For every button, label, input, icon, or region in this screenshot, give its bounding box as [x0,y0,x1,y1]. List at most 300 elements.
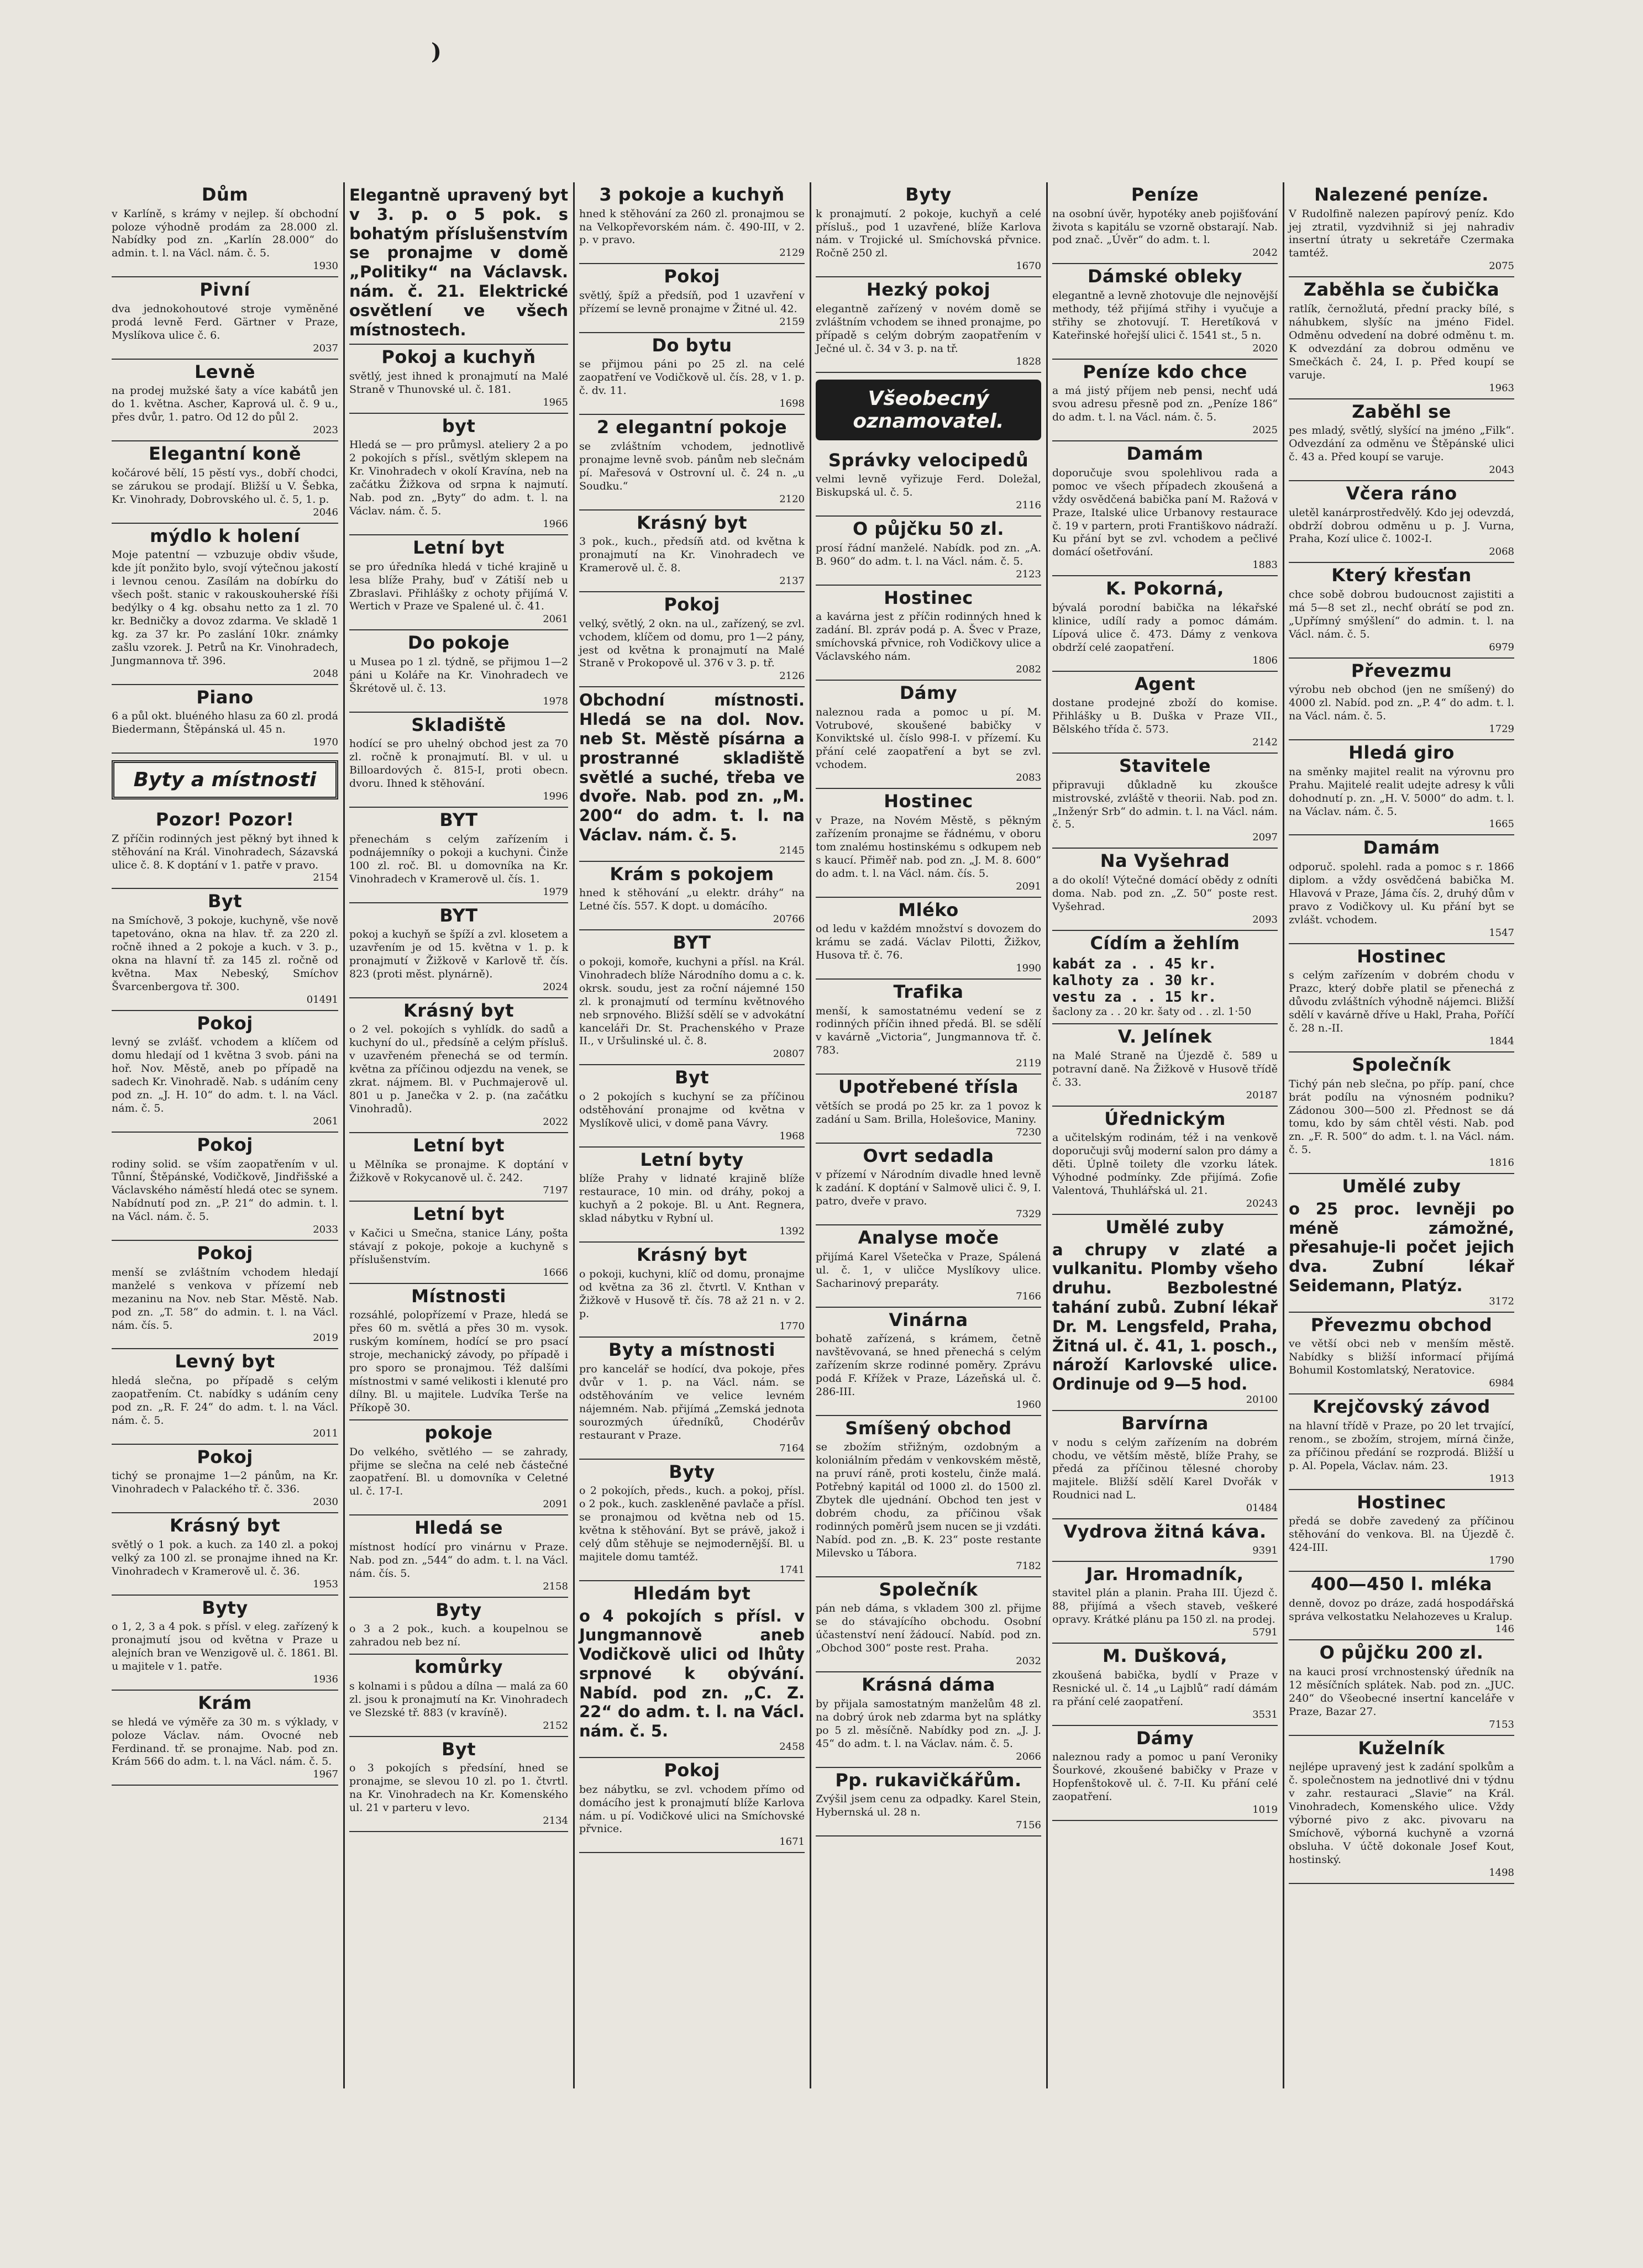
ad-heading: Mléko [898,899,959,920]
ad-text: přenechám s celým zařízením i podnájemníky o pokoji a kuchyni. Činže 100 zl. roč. Bl. u domovníka na Kr. Vinohradech v Kramerově ul. čís. 1. [349,833,568,885]
ad-heading: Správky velocipedů [828,449,1029,471]
ad-number: 7197 [543,1185,568,1197]
classified-ad [1052,1726,1278,1821]
ad-heading: 400—450 l. mléka [1311,1573,1492,1595]
ad-heading: Vydrova žitná káva. [1063,1521,1267,1543]
ad-heading: Smíšený obchod [845,1417,1012,1439]
ad-text: se přijmou páni po 25 zl. na celé zaopatření ve Vodičkově ul. čís. 28, v 1. p. č. dv. 11. [579,358,805,397]
ad-text: s celým zařízením v dobrém chodu v Prazc, který dobře platil se přenechá z důvodu zvláštních výhodně nájemci. Bližší sdělí v kavárně dříve u Hakl, Praha, Poříčí č. 28 n.-II. [1289,969,1514,1035]
ad-number: 2129 [779,247,805,259]
ad-text: připravuji důkladně ku zkoušce mistrovské, zvláště v theorii. Nab. pod zn. „Inženýr Srb“ do admin. t. l. na Václ. nám. č. 5. [1052,778,1278,831]
ad-number: 1930 [313,260,338,272]
classified-ad [112,685,338,754]
ad-heading: Jar. Hromadník, [1086,1563,1244,1585]
ad-heading: Barvírna [1121,1413,1209,1434]
ad-text: Moje patentní — vzbuzuje obdiv všude, kde jít ponžito bylo, svojí výtečnou jakostí i levnou cenou. Zasílám na dobírku do všech pošt. stanic v rakouskouherské říši bedýlky o 4 kg. obsahu netto za 1 zl. 70 kr. Bedničky a dovoz zdarma. Ve skladě 1 kg. za 37 kr. Po zaslání 10kr. známky zašlu vzorek. J. Petrů na Kr. Vinohradech, Jungmannova tř. 396. [112,549,338,667]
ad-number: 2037 [313,342,338,354]
ad-number: 1741 [779,1564,805,1576]
ad-number: 6979 [1489,641,1514,653]
classified-ad [1289,1736,1514,1884]
classified-ad [349,1284,568,1420]
ad-heading: 3 pokoje a kuchyň [599,184,785,205]
classified-ad [1052,1562,1278,1644]
ad-number: 1828 [1016,355,1041,367]
classified-ad [1052,1519,1278,1562]
classified-ad [349,1133,568,1202]
ad-number: 20807 [773,1048,805,1060]
ad-number: 1790 [1489,1554,1514,1566]
ad-heading: O půjčku 50 zl. [852,518,1005,540]
ad-heading: Krejčovský závod [1313,1396,1490,1418]
ad-number: 1844 [1489,1035,1514,1048]
classified-ad [579,862,805,930]
ad-heading: Stavitele [1119,755,1211,777]
ad-extra: šaclony za . . 20 kr. šaty od . . zl. 1·50 [1052,1006,1252,1018]
ad-text: o 1, 2, 3 a 4 pok. s přísl. v eleg. zařízený k pronajmutí jsou od května v Praze u alejních bran ve Wenzigově ul. č. 1861. Bl. u majitele v 1. patře. [112,1620,338,1673]
classified-ad [1052,264,1278,359]
ad-heading: Dům [201,184,249,205]
classified-ad [816,789,1041,897]
classified-ad [349,345,568,413]
ad-text: a učitelským rodinám, též i na venkově doporučuji svůj moderní salon pro dámy a děti. Úplně toilety dle vzorku látek. Výhodné podmínky. Zde přijímá. Zofie Valentová, Thuhlářská ul. 21. [1052,1132,1278,1197]
ad-number: 1936 [313,1674,338,1686]
ad-number: 1953 [313,1578,338,1590]
ad-text: přijímá Karel Všetečka v Praze, Spálená ul. č. 1, v uličce Myslíkovy ulice. Sacharinový preparáty. [816,1250,1041,1290]
ad-heading: Peníze [1131,184,1199,205]
column-3 [576,182,808,2088]
ad-number: 1666 [543,1266,568,1278]
ad-heading: Který křesťan [1331,565,1472,586]
ad-heading: Skladiště [411,714,506,735]
ad-number: 2030 [313,1496,338,1508]
ad-number: 2123 [1016,568,1041,580]
classified-ad [112,1011,338,1133]
ad-heading: Krásná dáma [862,1674,995,1696]
ad-number: 3531 [1252,1708,1278,1720]
classified-ad [1289,399,1514,481]
ad-heading: Do pokoje [407,632,510,654]
ad-heading: M. Dušková, [1102,1645,1228,1667]
ad-heading: Trafika [893,981,964,1002]
ad-text: prosí řádní manželé. Nabídk. pod zn. „A. B. 960“ do adm. t. l. na Václ. nám. č. 5. [816,541,1041,567]
ad-text: blíže Prahy v lidnaté krajině blíže restaurace, 10 min. od dráhy, pokoj a kuchyň a 2 pokoje. Bl. u Ant. Regnera, sklad nábytku v Rybní ul. [579,1172,805,1225]
classified-ad [1289,1174,1514,1313]
ad-text: Elegantně upravený byt v 3. p. o 5 pok. s bohatým příslušenstvím se pronajme v domě „Politiky“ na Václavsk. nám. č. 21. Elektrické osvětlení ve všech místnostech. [349,186,568,339]
ad-number: 2152 [543,1719,568,1732]
classified-ad [579,1460,805,1581]
ad-text: velmi levně vyřizuje Ferd. Doležal, Biskupská ul. č. 5. [816,473,1041,499]
ad-number: 1996 [543,791,568,803]
classified-ad [112,441,338,523]
ad-number: 2145 [779,844,805,856]
ad-text: o pokoji, komoře, kuchyni a přísl. na Král. Vinohradech blíže Národního domu a c. k. okrsk. soudu, jest za roční nájemné 150 zl. k pronajmutí od termínu květnového neb srpnového. Bližší sdělí se v advokátní kanceláři Dr. St. Prachenského v Praze II., v Uršulinské ul. č. 8. [579,955,805,1048]
ad-text: v Praze, na Novém Městě, s pěkným zařízením pronajme se řádnému, v oboru tom znalému hostinskému s odkupem neb s kaucí. Přiměř nab. pod zn. „J. M. 8. 600“ do adm. t. l. na Václ. nám. čís. 5. [816,814,1041,880]
classified-ad [1289,1395,1514,1490]
ad-number: 2066 [1016,1750,1041,1762]
ad-number: 1970 [313,736,338,749]
ad-heading: Pokoj [197,1134,253,1155]
price-line: vestu za . . 15 kr. [1052,989,1217,1006]
column-rule [573,182,575,2088]
ad-number: 1967 [313,1769,338,1781]
classified-ad [579,1338,805,1459]
ad-number: 2023 [313,424,338,436]
classified-ad [349,1202,568,1283]
ad-text: doporučuje svou spolehlivou rada a pomoc ve všech případech zkoušená a vždy osvědčená babička paní M. Ražová v Praze, Italské ulice Urbanovy restaurace č. 19 v partern, proti Františkovo nádraží. Ku přání byt se zvl. vchodem a pečlivé domácí ošetřování. [1052,466,1278,559]
ad-number: 1968 [779,1130,805,1142]
ad-number: 20100 [1246,1394,1278,1406]
classified-ad [349,182,568,345]
price-line: kabát za . . 45 kr. [1052,956,1217,973]
ad-text: naleznou rada a pomoc u pí. M. Votrubové, skoušené babičky v Konviktské ul. číslo 998-I. v přízemí. Ku přání celé zaopatření a byt se zvl. vchodem. [816,706,1041,771]
ad-number: 2011 [313,1427,338,1439]
ad-text: ratlík, černožlutá, přední pracky bílé, s náhubkem, slyšíc na jméno Fidel. Odměnu odvedení na dobré odměnu t. m. K odvezdání za dobrou odměnu ve Smečkách č. 24, I. p. Před koupí se varuje. [1289,302,1514,381]
ad-heading: Pp. rukavičkářům. [835,1769,1022,1791]
ad-text: zkoušená babička, bydlí v Praze v Resnické ul. č. 14 „u Lajblů“ radí dámám ra přání celé zaopatření. [1052,1669,1278,1708]
ad-heading: V. Jelínek [1117,1026,1212,1048]
column-rule [343,182,345,2088]
classified-ad [579,333,805,415]
classified-ad [816,277,1041,372]
ad-text: 6 a půl okt. bluéného hlasu za 60 zl. prodá Biedermann, Štěpánská ul. 45 n. [112,710,338,736]
ad-text: místnost hodící pro vinárnu v Praze. Nab. pod zn. „544“ do adm. t. l. na Václ. nám. čís. 5. [349,1540,568,1580]
classified-ad [112,889,338,1011]
ad-number: 3172 [1489,1295,1514,1307]
classified-ad [816,681,1041,789]
ad-text: chce sobě dobrou budoucnost zajistiti a má 5—8 set zl., nechť obrátí se pod zn. „Upřímný smýšlení“ do admin. t. l. na Václ. nám. č. 5. [1289,588,1514,640]
ad-text: bez nábytku, se zvl. vchodem přímo od domácího jest k pronajmutí blíže Karlova nám. u pí. Vodičkové ulici na Smíchovské přvnice. [579,1783,805,1835]
classified-ad [816,1577,1041,1672]
ad-number: 1913 [1489,1472,1514,1485]
ad-number: 1816 [1489,1157,1514,1169]
ad-number: 2154 [313,872,338,884]
ad-number: 1665 [1489,818,1514,830]
ad-text: u Musea po 1 zl. týdně, se přijmou 1—2 páni u Koláře na Kr. Vinohradech ve Škrétově ul. č. 13. [349,656,568,694]
ad-text: o 2 pokojích s kuchyní se za příčinou odstěhování pronajme od května v Myslíkově ulici, v domě pana Vávry. [579,1090,805,1129]
classified-ad [349,1420,568,1515]
ad-heading: Krásný byt [403,999,515,1021]
ad-text: a chrupy v zlaté a vulkanitu. Plomby všeho druhu. Bezbolestné tahání zubů. Zubní lékař Dr. M. Lengsfeld, Praha, Žitná ul. č. 41, 1. posch., nároží Karlovské ulice. Ordinuje od 9—5 hod. [1052,1240,1278,1394]
price-line: kalhoty za . 30 kr. [1052,972,1217,990]
classified-ad [349,1515,568,1597]
ad-heading: Byty a místnosti [608,1339,775,1361]
classified-ad [579,1758,805,1853]
ad-heading: Levně [195,361,255,382]
classified-ad [112,1445,338,1513]
section-banner: Byty a místnosti [112,760,338,799]
ad-text: na prodej mužské šaty a více kabátů jen do 1. května. Ascher, Kaprová ul. č. 9 u., přes dvůr, 1. patro. Od 12 do půl 2. [112,385,338,424]
ad-heading: Byty [669,1461,715,1482]
ad-number: 1990 [1016,962,1041,974]
classified-ad [816,182,1041,277]
ad-text: bohatě zařízená, s krámem, četně navštěvovaná, se hned přenechá s celým zařízením skrze rodinné poměry. Zprávu podá F. Křížek v Praze, Lázeňská ul. č. 286-III. [816,1333,1041,1398]
ad-heading: Damám [1363,837,1440,859]
ad-number: 2046 [313,506,338,518]
classified-ad [112,1349,338,1444]
classified-ad [816,1672,1041,1767]
ad-heading: Nalezené peníze. [1314,184,1489,205]
ad-text: k pronajmutí. 2 pokoje, kuchyň a celé přísluš., pod 1 uzavřené, blíže Karlova nám. v Trojické ul. Smíchovská přvnice. Ročně 250 zl. [816,207,1041,260]
ad-heading: Zaběhla se čubička [1303,279,1500,301]
ad-heading: Krásný byt [636,1244,748,1266]
classified-ad [1289,1572,1514,1640]
top-mark: ) [431,39,442,65]
ad-heading: O půjčku 200 zl. [1319,1642,1484,1664]
ad-text: na kauci prosí vrchnostenský úředník na 12 měsíčních splátek. Nab. pod zn. „JUC. 240“ do Všeobecné insertní kanceláře v Praze, Bazar 27. [1289,1666,1514,1718]
ad-heading: Včera ráno [1346,482,1457,504]
classified-ad [579,930,805,1065]
classified-ad [816,1308,1041,1416]
ad-text: nejlépe upravený jest k zadání spolkům a č. společnostem na jednotlivé dni v týdnu v zahr. restauraci „Slavie“ na Král. Vinohradech, Komenského ulice. Vždy výborné pivo z akc. pivovaru na Smíchově, výborná kuchyně a vzorná obsluha. V účtě dokonale Josef Kout, hostinský. [1289,1761,1514,1866]
ad-number: 7182 [1016,1560,1041,1572]
ad-heading: Peníze kdo chce [1083,361,1247,382]
classified-ad [816,1768,1041,1836]
ad-number: 2048 [313,667,338,680]
ad-text: dostane prodejné zboží do komise. Přihlášky u B. Duška v Praze VII., Bělského třída č. 573. [1052,697,1278,736]
ad-heading: Do bytu [652,334,732,356]
ad-number: 2093 [1252,913,1278,925]
ad-heading: Pozor! Pozor! [155,809,295,830]
section-banner: Všeobecný oznamovatel. [816,380,1041,440]
ad-text: hodící se pro uhelný obchod jest za 70 zl. ročně k pronajmutí. Bl. v ul. u Billoardových č. 815-I, proti obecn. dvoru. Ihned k stěhování. [349,738,568,790]
classified-ad [1052,931,1278,1025]
ad-heading: Byty [202,1597,248,1618]
ad-heading: Byt [441,1738,476,1760]
ad-heading: byt [442,415,476,436]
ad-text: rodiny solid. se vším zaopatřením v ul. Tůnní, Štěpánské, Vodičkově, Jindřišské a Václavského náměstí hledá otec se synem. Nabídnutí pod zn. „P. 21“ do admin. t. l. na Václ. nám. č. 5. [112,1157,338,1223]
ad-number: 20766 [773,913,805,925]
ad-text: se zvláštním vchodem, jednotlivě pronajme levně svob. pánům neb slečnám pí. Mařesová v Ostrovní ul. č. 24 n. „u Soudku.“ [579,440,805,492]
ad-text: od ledu v každém množství s dovozem do krámu se zadá. Václav Pilotti, Žižkov, Husova tř. č. 76. [816,923,1041,961]
classified-ad [579,687,805,861]
ad-number: 01491 [306,993,338,1006]
column-rule [1046,182,1048,2088]
column-rule [1283,182,1284,2088]
ad-heading: Agent [1135,673,1195,694]
ad-text: a do okolí! Výtečné domácí obědy z odníti doma. Nab. pod zn. „Z. 50“ poste rest. Vyšehrad. [1052,874,1278,913]
classified-ad [1052,1215,1278,1411]
ad-heading: Byty [435,1599,482,1620]
ad-number: 7329 [1016,1208,1041,1220]
column-5 [1049,182,1281,2088]
ad-number: 1547 [1489,927,1514,939]
ad-number: 1671 [779,1836,805,1848]
column-6 [1285,182,1518,2088]
ad-text: o pokoji, kuchyni, klíč od domu, pronajme od května za 36 zl. čtvrtl. V. Knthan v Žižkově v Husově tř. čís. 78 až 21 n. v 2. p. [579,1267,805,1320]
ad-number: 9391 [1252,1544,1278,1556]
ad-number: 146 [1495,1623,1514,1635]
ad-number: 2126 [779,670,805,682]
column-rule [810,182,811,2088]
ad-text: a má jistý příjem neb pensi, nechť udá svou adresu přesně pod zn. „Peníze 186“ do adm. t. l. na Václ. nám. č. 5. [1052,385,1278,424]
ad-heading: Hostinec [884,791,973,812]
ad-heading: Kuželník [1358,1737,1445,1759]
ad-heading: 2 elegantní pokoje [596,417,788,438]
classified-ad [579,511,805,592]
ad-heading: Letní byty [640,1149,744,1170]
ad-text: na osobní úvěr, hypotéky aneb pojišťování života s kapitálu se vzorně obstarají. Nab. pod znač. „Úvěr“ do adm. t. l. [1052,207,1278,246]
ad-text: v přízemí v Národním divadle hned levně k zadání. K doptání v Salmově ulici č. 9, I. patro, dveře v pravo. [816,1169,1041,1208]
ad-number: 1966 [543,518,568,530]
classified-ad [1289,1490,1514,1572]
ad-heading: Pokoj [197,1446,253,1467]
ad-number: 1498 [1489,1866,1514,1878]
classified-ad [816,586,1041,681]
classified-ad [112,807,338,889]
ad-text: Hledá se — pro průmysl. ateliery 2 a po 2 pokojích s přísl., světlým sklepem na Kr. Vinohradech v okolí Kravína, neb na začátku Žižkova od srpna k najmutí. Nab. pod zn. „Byty“ do adm. t. l. na Václav. nám. č. 5. [349,439,568,518]
ad-heading: K. Pokorná, [1106,578,1224,599]
ad-text: na Smíchově, 3 pokoje, kuchyně, vše nově tapetováno, okna na hlav. tř. za 220 zl. ročně ihned a 2 pokoje a kuch. v 3. p., okna na hlavní tř. za 145 zl. ročně od května. Max Nebeský, Smíchov Švarcenbergova tř. 300. [112,914,338,993]
ad-heading: Zaběhl se [1352,401,1451,422]
classified-ad [1052,849,1278,930]
column-2 [346,182,571,2088]
ad-number: 2134 [543,1814,568,1827]
ad-text: se zbožím střižným, ozdobným a koloniálním předám v venkovském městě, na pruví ráně, proti kostelu, činže malá. Potřebný kapitál od 1000 zl. do 1500 zl. Zbytek dle ujednání. Obchod ten jest v dobrém chodu, za příčinou však rodinných poměrů jsem nucen se ji vzdáti. Nabíd. pod zn. „B. K. 23“ poste restante Milevsko u Tábora. [816,1441,1041,1559]
ad-text: světlý o 1 pok. a kuch. za 140 zl. a pokoj velký za 100 zl. se pronajme ihned na Kr. Vinohradech v Kramerově ul. č. 36. [112,1538,338,1577]
ad-text: Do velkého, světlého — se zahrady, přijme se slečna na celé neb částečné zaopatření. Bl. u domovníka v Celetné ul. č. 17-I. [349,1445,568,1498]
ad-text: o 4 pokojích s přísl. v Jungmannově aneb Vodičkově ulici od lhůty srpnové k obývání. Nabíd. pod zn. „C. Z. 22“ do adm. t. l. na Václ. nám. č. 5. [579,1606,805,1741]
ad-number: 1960 [1016,1398,1041,1411]
ad-number: 1019 [1252,1804,1278,1816]
classified-ad [816,1225,1041,1307]
classified-ad [1289,1640,1514,1735]
ad-number: 7156 [1016,1819,1041,1832]
ad-number: 2091 [543,1498,568,1511]
ad-text: pro kancelář se hodící, dva pokoje, přes dvůr v 1. p. na Václ. nám. se odstěhováním ve velice levném nájemném. Nab. přijímá „Zemská jednota sourozmých úředníků, Chodérův restaurant v Praze. [579,1363,805,1441]
ad-heading: Pokoj [664,1760,720,1781]
classified-ad [816,1416,1041,1577]
ad-text: hned k stěhování „u elektr. dráhy“ na Letné čís. 557. K dopt. u domácího. [579,887,805,913]
classified-ad [579,182,805,264]
ad-text: hledá slečna, po případě s celým zaopatřením. Ct. nabídky s udáním ceny pod zn. „R. F. 24“ do adm. t. l. na Václ. nám. č. 5. [112,1375,338,1427]
ad-heading: Umělé zuby [1342,1176,1461,1197]
ad-number: 2042 [1252,247,1278,259]
classified-ad [112,1133,338,1241]
column-1 [108,182,342,2088]
ad-number: 2033 [313,1224,338,1236]
ad-number: 2142 [1252,736,1278,749]
ad-number: 1698 [779,398,805,410]
ad-text: na Malé Straně na Újezdě č. 589 u potravní daně. Na Žižkově v Husově třídě č. 33. [1052,1049,1278,1088]
ad-heading: Pokoj a kuchyň [381,346,536,368]
ad-text: pes mladý, světlý, slyšící na jméno „Filk“. Odvezdání za odměnu ve Štěpánské ulici č. 43 a. Před koupí se varuje. [1289,424,1514,464]
ad-number: 7153 [1489,1718,1514,1730]
ad-heading: Pokoj [664,266,720,287]
classified-ad [816,1075,1041,1143]
classified-ad [1052,576,1278,671]
classified-ad [1289,182,1514,277]
ad-text: světlý, jest ihned k pronajmutí na Malé Straně v Thunovské ul. č. 181. [349,370,568,396]
ad-text: výrobu neb obchod (jen ne smíšený) do 4000 zl. Nabíd. pod zn. „P. 4“ do adm. t. l. na Václ. nám. č. 5. [1289,683,1514,723]
ad-number: 2137 [779,575,805,587]
ad-number: 2119 [1016,1057,1041,1070]
ad-heading: Elegantní koně [149,443,301,465]
ad-heading: Pokoj [197,1243,253,1264]
ad-text: naleznou rady a pomoc u paní Veroniky Šourkové, zkoušené babičky v Praze v Hopfenštokově ul. č. 7-II. Ku přání celé zaopatření. [1052,1751,1278,1803]
ad-text: a kavárna jest z příčin rodinných hned k zadání. Bl. zpráv podá p. A. Švec v Praze, smíchovská přvnice, roh Vodičkovy ulice a Václavského nám. [816,611,1041,663]
ad-number: 2061 [543,613,568,625]
ad-text: předá se dobře zavedený za příčinou stěhování do venkova. Bl. na Újezdě č. 424-III. [1289,1515,1514,1554]
ad-text: pán neb dáma, s vkladem 300 zl. přijme se do stávajícího obchodu. Osobní účastenství není žádoucí. Nabíd. pod zn. „Obchod 300“ poste rest. Praha. [816,1602,1041,1655]
ad-text: tichý se pronajme 1—2 pánům, na Kr. Vinohradech v Palackého tř. č. 336. [112,1470,338,1496]
ad-heading: Úřednickým [1104,1108,1226,1129]
ad-text: odporuč. spolehl. rada a pomoc s r. 1866 diplom. a vždy osvědčená babička M. Hlavová v Praze, Jáma čís. 2, druhý dům v pravo z Vodičkovy ul. Ku přání byt se zvlášt. vchodem. [1289,861,1514,926]
classified-ad [1289,944,1514,1053]
ad-text: o 2 vel. pokojích s vyhlídk. do sadů a kuchyní do ul., předsíně a celým přísluš. v uzavřeném přenechá se od termín. května za příčinou odjezdu na venek, se zkrat. nájmem. Bl. v Puchmajerově ul. 801 u p. Janečka v 2. p. (na začátku Vinohradů). [349,1023,568,1115]
ad-number: 7166 [1016,1290,1041,1302]
ad-text: 3 pok., kuch., předsíň atd. od května k pronajmutí na Kr. Vinohradech ve Kramerově ul. č. 8. [579,535,805,575]
classified-ad [112,1596,338,1691]
ad-text: ve větší obci neb v menším městě. Nabídky s bližší informací přijímá Bohumil Kostomlatský, Neratovice. [1289,1338,1514,1377]
ad-number: 2024 [543,981,568,993]
ad-heading: Hostinec [1357,945,1446,967]
ad-heading: BYT [439,809,478,831]
ad-heading: Pokoj [664,594,720,615]
ad-text: o 3 pokojích s předsíní, hned se pronajme, se slevou 10 zl. po 1. čtvrtl. na Kr. Vinohradech na Kr. Komenského ul. 21 v parteru v levo. [349,1762,568,1814]
ad-heading: mýdlo k holení [150,525,300,546]
ad-text: rozsáhlé, polopřízemí v Praze, hledá se přes 60 m. světlá a přes 30 m. vysok. ruským komínem, hodící se pro psací stroje, mechanický závody, po případě i pro sporo se pronajmou. Též dalšími místnostmi v samé velikosti i klenuté pro dílny. Bl. u majitele. Ludvíka Terše na Příkopě 30. [349,1309,568,1414]
ad-text: dva jednokohoutové stroje vyměněné prodá levně Ferd. Gärtner v Praze, Myslíkova ulice č. 6. [112,302,338,341]
ad-heading: Dámy [899,682,958,703]
ad-heading: Piano [196,686,254,708]
classified-ad [579,1148,805,1243]
classified-ad [1052,182,1278,264]
ad-heading: Hezký pokoj [866,279,991,301]
ad-number: 2120 [779,493,805,505]
ad-heading: Krásný byt [169,1515,281,1536]
ad-heading: Hledá giro [1348,742,1455,764]
ad-number: 01484 [1246,1502,1278,1514]
classified-ad [1052,1411,1278,1519]
classified-ad [112,1241,338,1349]
ad-number: 6984 [1489,1377,1514,1390]
ad-heading: Hledám byt [633,1582,751,1604]
ad-number: 2116 [1016,499,1041,512]
ad-number: 2019 [313,1332,338,1344]
ad-heading: Krám s pokojem [610,863,774,885]
ad-text: kočárové bělí, 15 pěstí vys., dobří chodci, se zárukou se prodají. Bližší u V. Šebka, Kr. Vinohrady, Dobrovského ul. č. 5, 1. p. [112,466,338,506]
ad-heading: Dámské obleky [1087,266,1242,287]
ad-heading: Byt [207,891,243,912]
ad-heading: Hostinec [884,587,973,608]
ad-text: světlý, špíž a předsíň, pod 1 uzavření v přízemí se levně pronajme v Žitné ul. 42. [579,290,805,315]
classified-ad [1289,277,1514,399]
ad-text: pokoj a kuchyň se špíží a zvl. klosetem a uzavřením je od 15. května v 1. p. k pronajmutí v Žižkově v Karlově tř. čís. 823 (proti měst. plynárně). [349,928,568,980]
classified-ad [579,415,805,510]
ad-number: 2032 [1016,1655,1041,1667]
ad-heading: Letní byt [413,537,505,559]
classified-ad [1052,672,1278,754]
ad-heading: Převezmu [1351,660,1452,681]
ad-heading: Ovrt sedadla [863,1145,994,1166]
classified-ad [1289,1053,1514,1174]
ad-number: 1965 [543,396,568,408]
ad-number: 1670 [1016,260,1041,272]
ad-number: 2159 [779,315,805,328]
ad-text: stavitel plán a planin. Praha III. Újezd č. 88, přijímá a všech staveb, veškeré opravy. Krátké plánu pa 150 zl. na prodej. [1052,1587,1278,1626]
ad-text: v Karlíně, s krámy v nejlep. ší obchodní poloze výhodně prodám za 28.000 zl. Nabídky pod zn. „Karlín 28.000“ do admin. t. l. na Václ. nám. č. 5. [112,207,338,260]
classified-ad [112,1691,338,1786]
classified-ad [1052,754,1278,849]
ad-number: 2043 [1489,464,1514,476]
classified-ad [1052,360,1278,441]
classified-ad [816,980,1041,1075]
ad-heading: Umělé zuby [1105,1217,1225,1238]
ad-heading: Levný byt [175,1351,275,1372]
ad-heading: Krásný byt [636,512,748,533]
ad-number: 2075 [1489,260,1514,272]
ad-heading: BYT [439,904,478,926]
